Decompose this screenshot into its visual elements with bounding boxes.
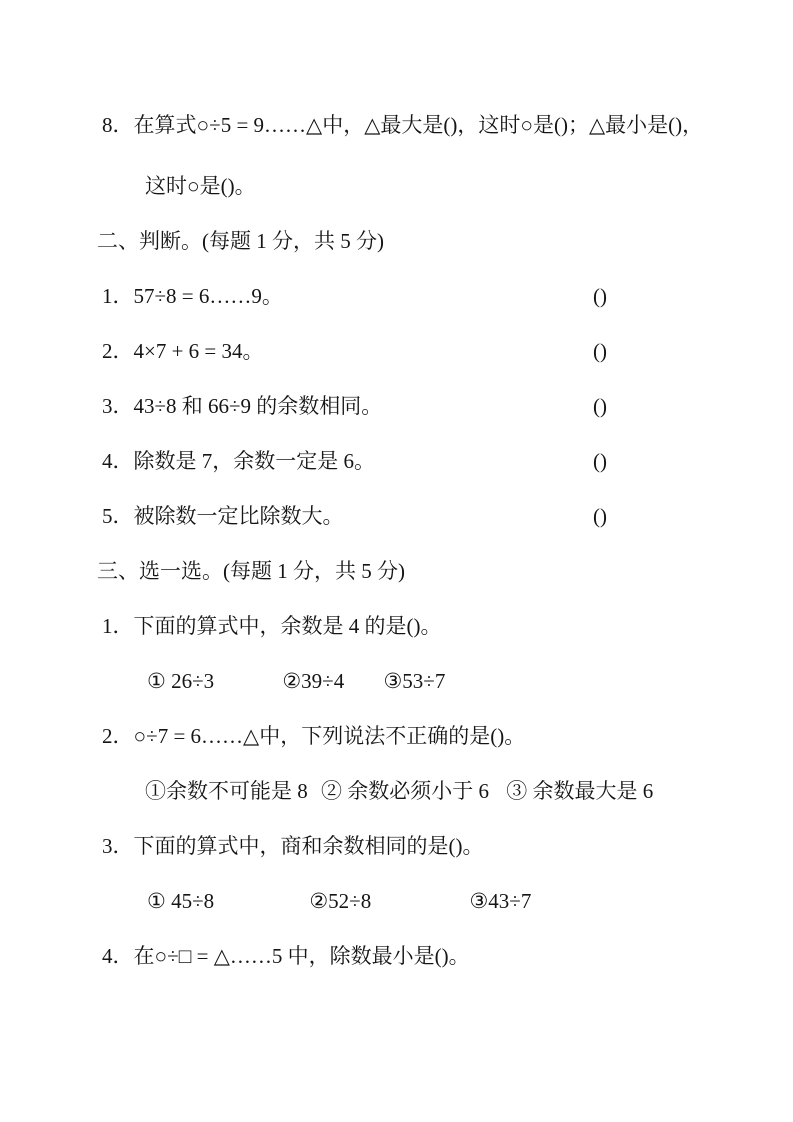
choice-question-2-text: ○÷7 = 6……△中，下列说法不正确的是()。 (133, 724, 526, 748)
judgment-item-5-statement (102, 489, 344, 544)
judgment-item-1-number: 1． (102, 284, 134, 308)
question-8-text: 在算式○÷5 = 9……△中，△最大是()，这时○是()；△最小是()， (133, 113, 704, 137)
question-8-line-2 (145, 159, 793, 214)
judgment-item-5-text: 被除数一定比除数大。 (133, 504, 344, 528)
judgment-item-4-statement (102, 434, 375, 489)
choice-question-1-option-1: ① 26÷3 (147, 669, 215, 693)
choice-question-2-option-1: ①余数不可能是 8 (145, 779, 308, 803)
choice-question-3-number: 3． (102, 834, 134, 858)
choice-question-3-option-1: ① 45÷8 (147, 889, 215, 913)
choice-question-3 (102, 819, 793, 874)
judgment-item-2-text: 4×7 + 6 = 34。 (133, 339, 264, 363)
judgment-item-1-answer-blank: () (593, 284, 607, 308)
choice-question-4-text: 在○÷□ = △……5 中，除数最小是()。 (133, 944, 470, 968)
judgment-item-4 (102, 434, 607, 489)
judgment-item-2 (102, 324, 607, 379)
judgment-item-5-answer-blank: () (593, 504, 607, 528)
judgment-item-4-answer-blank: () (593, 449, 607, 473)
judgment-item-3-number: 3． (102, 394, 134, 418)
choice-question-1-text: 下面的算式中，余数是 4 的是()。 (133, 614, 442, 638)
choice-question-3-options (145, 874, 793, 929)
choice-question-2 (102, 709, 793, 764)
judgment-item-2-number: 2． (102, 339, 134, 363)
judgment-item-5-number: 5． (102, 504, 134, 528)
choice-question-4 (102, 929, 793, 984)
choice-question-3-text: 下面的算式中，商和余数相同的是()。 (133, 834, 484, 858)
choice-question-3-option-3: ③43÷7 (469, 889, 532, 913)
choice-question-2-options (145, 764, 793, 819)
judgment-item-2-answer-blank: () (593, 339, 607, 363)
judgment-item-1 (102, 269, 607, 324)
choice-question-4-number: 4． (102, 944, 134, 968)
question-8-continuation-text: 这时○是()。 (145, 174, 256, 198)
judgment-item-2-statement (102, 324, 264, 379)
choice-question-2-option-3: ③ 余数最大是 6 (506, 779, 654, 803)
judgment-item-3-answer-blank: () (593, 394, 607, 418)
choice-question-1-option-3: ③53÷7 (383, 669, 446, 693)
choice-question-2-option-2: ② 余数必须小于 6 (321, 779, 489, 803)
judgment-item-3-text: 43÷8 和 66÷9 的余数相同。 (133, 394, 383, 418)
judgment-item-5 (102, 489, 607, 544)
choice-question-1-number: 1． (102, 614, 134, 638)
judgment-item-3 (102, 379, 607, 434)
choice-question-3-option-2: ②52÷8 (309, 889, 372, 913)
judgment-item-1-text: 57÷8 = 6……9。 (133, 284, 283, 308)
section-3-title-text: 三、选一选。(每题 1 分，共 5 分) (97, 559, 405, 583)
section-3-title (97, 544, 793, 599)
judgment-item-1-statement (102, 269, 283, 324)
choice-question-1 (102, 599, 793, 654)
question-8-number: 8． (102, 113, 134, 137)
choice-question-1-option-2: ②39÷4 (282, 669, 345, 693)
judgment-item-4-number: 4． (102, 449, 134, 473)
judgment-item-3-statement (102, 379, 382, 434)
choice-question-2-number: 2． (102, 724, 134, 748)
judgment-item-4-text: 除数是 7，余数一定是 6。 (133, 449, 375, 473)
section-2-title (97, 214, 793, 269)
question-8-line-1 (102, 98, 793, 153)
section-2-title-text: 二、判断。(每题 1 分，共 5 分) (97, 229, 384, 253)
choice-question-1-options (145, 654, 793, 709)
